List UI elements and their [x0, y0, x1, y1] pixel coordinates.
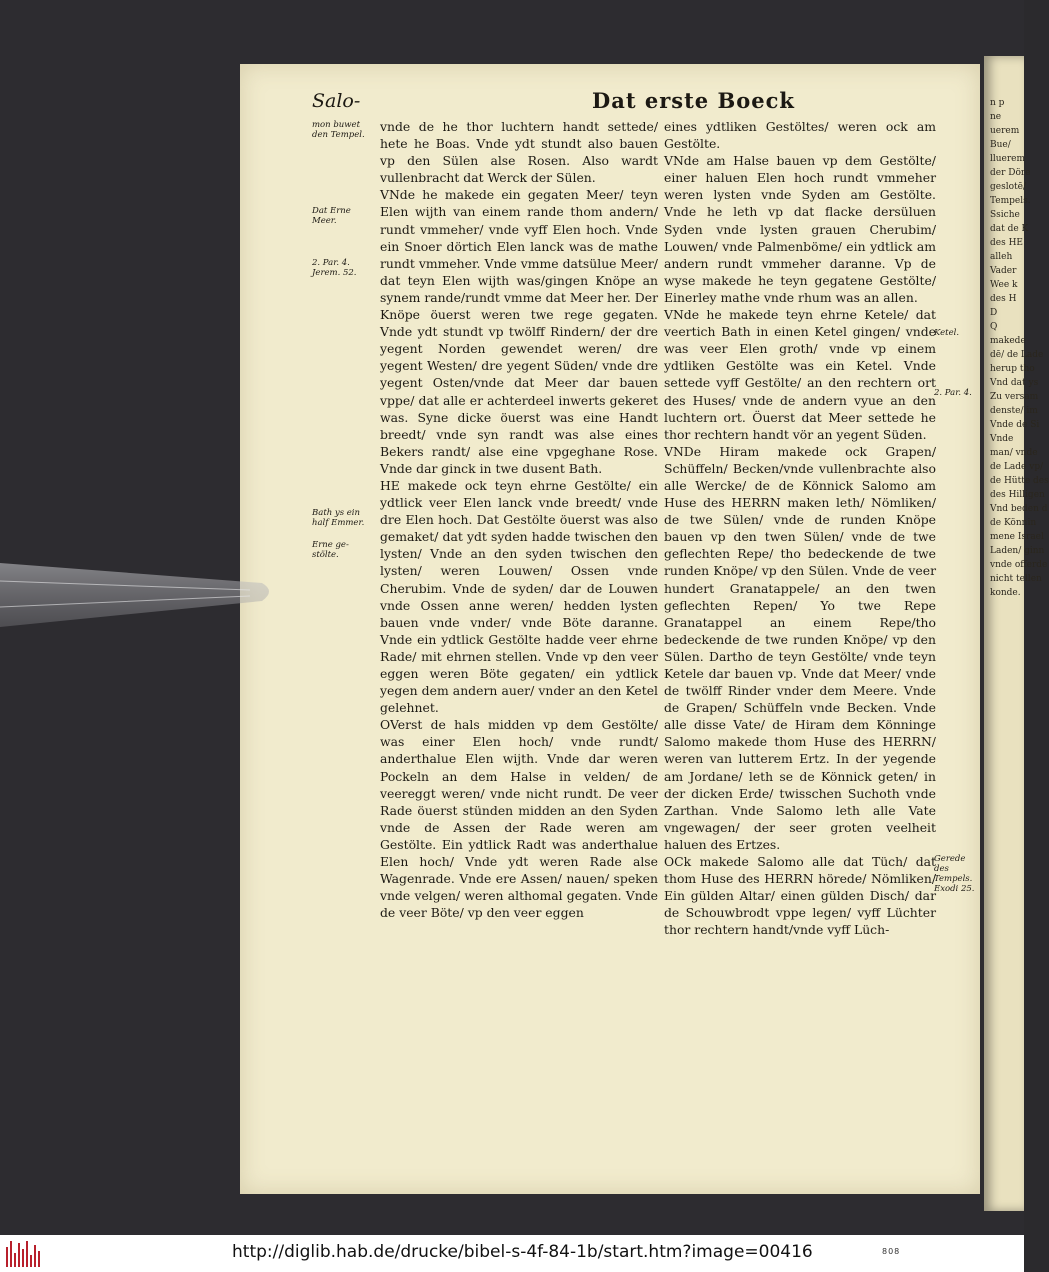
- facing-page-fragment: lluerem: [990, 154, 1026, 164]
- text-column-right: eines ydtliken Gestöltes/ weren ock am Gestölte. VNde am Halse bauen vp dem Gestölte/ einer haluen Elen hoch rundt vmmeher weren lysten vnde Syden am Gestölte. Vnde he leth vp dat flacke dersüluen Syden vnde lysten grauen Cherubim/ Louwen/ vnde Palmenböme/ ein ydtlick am andern rundt vmmeher daranne. Vp de wyse makede he teyn gegatene Gestölte/ Einerley mathe vnde rhum was an allen. VNde he makede teyn ehrne Ketele/ dat veertich Bath in einen Ketel gingen/ vnde was veer Elen groth/ vnde vp einem ydtliken Gestölte was ein Ketel. Vnde settede vyff Gestölte/ an den rechtern ort des Huses/ vnde de andern vyue an den luchtern ort. Öuerst dat Meer settede he thor rechtern handt vör an yegent Süden. VNDe Hiram makede ock Grapen/ Schüffeln/ Becken/vnde vullenbrachte also alle Wercke/ de de Könnick Salomo am Huse des HERRN maken leth/ Nömliken/ de twe Sülen/ vnde de runden Knöpe bauen vp den twen Sülen/ vnde de twe geflechten Repe/ tho bedeckende de twe runden Knöpe/ vp den Sülen. Vnde de veer hundert Granatappele/ an den twen geflechten Repen/ Yo twe Repe Granatappel an einem Repe/tho bedeckende de twe runden Knöpe/ vp den Sülen. Dartho de teyn Gestölte/ vnde teyn Ketele dar bauen vp. Vnde dat Meer/ vnde de twölff Rinder vnder dem Meere. Vnde de Grapen/ Schüffeln vnde Becken. Vnde alle disse Vate/ de Hiram dem Könninge Salomo makede thom Huse des HERRN/ weren van lutterem Ertz. In der yegende am Jordane/ leth se de Könnick geten/ in der dicken Erde/ twisschen Suchoth vnde Zarthan. Vnde Salomo leth alle Vate vngewagen/ der seer groten veelheit haluen des Ertzes. OCk makede Salomo alle dat Tüch/ dat thom Huse des HERRN hörede/ Nömliken/ Ein gülden Altar/ einen gülden Disch/ dar de Schouwbrodt vppe legen/ vyff Lüchter thor rechtern handt/vnde vyff Lüch-: [664, 119, 936, 938]
- book-page: [240, 64, 980, 1194]
- facing-page-edge: [984, 56, 1049, 1211]
- margin-note-bath: Bath ys ein half Emmer.: [312, 508, 365, 528]
- margin-note-vessels: Gerede des Tempels. Exodi 25.: [934, 854, 975, 894]
- facing-page-fragment: D: [990, 308, 998, 318]
- facing-page-fragment: Laden/ ginn: [990, 546, 1045, 556]
- logo-bar: [22, 1249, 24, 1267]
- page-clip-tool: [0, 555, 280, 635]
- text-column-left: vnde de he thor luchtern handt settede/ hete he Boas. Vnde ydt stundt also bauen vp den Sülen alse Rosen. Also wardt vullenbracht dat Werck der Sülen. VNde he makede ein gegaten Meer/ teyn Elen wijth van einem rande thom andern/ rundt vmmeher/ vnde vyff Elen hoch. Vnde ein Snoer dörtich Elen lanck was de mathe rundt vmmeher. Vnde vmme datsülue Meer/ dat teyn Elen wijth was/gingen Knöpe an synem rande/rundt vmme dat Meer her. Der Knöpe öuerst weren twe rege gegaten. Vnde ydt stundt vp twölff Rindern/ der dre yegent Norden gewendet weren/ dre yegent Westen/ dre yegent Süden/ vnde dre yegent Osten/vnde dat Meer dar bauen vppe/ dat alle er achterdeel inwerts gekeret was. Syne dicke öuerst was eine Handt breedt/ vnde syn randt was alse eines Bekers randt/ alse eine vpgeghane Rose. Vnde dar ginck in twe dusent Bath. HE makede ock teyn ehrne Gestölte/ ein ydtlick veer Elen lanck vnde breedt/ vnde dre Elen hoch. Dat Gestölte öuerst was also gemaket/ dat ydt syden hadde twischen den lysten/ Vnde an den syden twischen den lysten/ weren Louwen/ Ossen vnde Cherubim. Vnde de syden/ dar de Louwen vnde Ossen anne weren/ hedden lysten bauen vnde vnder/ vnde Böte daranne. Vnde ein ydtlick Gestölte hadde veer ehrne Rade/ mit ehrnen stellen. Vnde vp den veer eggen weren Böte gegaten/ ein ydtlick yegen dem andern auer/ vnder an den Ketel gelehnet. OVerst de hals midden vp dem Gestölte/ was einer Elen hoch/ vnde rundt/ anderthalue Elen wijth. Vnde dar weren Pockeln an dem Halse in velden/ de veereggt weren/ vnde nicht rundt. De veer Rade öuerst stünden midden an den Syden vnde de Assen der Rade weren am Gestölte. Ein ydtlick Radt was anderthalue Elen hoch/ Vnde ydt weren Rade alse Wagenrade. Vnde ere Assen/ nauen/ speken vnde velgen/ weren althomal gegaten. Vnde de veer Böte/ vp den veer eggen: [380, 119, 658, 921]
- facing-page-fragment: konde.: [990, 588, 1021, 598]
- running-head-left: Salo-: [312, 90, 361, 112]
- facing-page-fragment: des HE: [990, 238, 1023, 248]
- facing-page-fragment: nicht tellen: [990, 574, 1042, 584]
- facing-page-fragment: alleh: [990, 252, 1013, 262]
- facing-page-fragment: denste/ im: [990, 406, 1038, 416]
- facing-page-fragment: man/ vnde: [990, 448, 1038, 458]
- facing-page-fragment: makede: [990, 336, 1026, 346]
- facing-page-fragment: Vnd beden d: [990, 504, 1048, 514]
- facing-page-fragment: herup tho: [990, 364, 1035, 374]
- margin-note-temple: mon buwet den Tempel.: [312, 120, 365, 140]
- facing-page-fragment: Tempels.: [990, 196, 1031, 206]
- margin-note-kettle: Ketel.: [934, 328, 960, 338]
- logo-bar: [6, 1247, 8, 1267]
- facing-page-fragment: mene Israel: [990, 532, 1044, 542]
- logo-bar: [10, 1241, 12, 1267]
- logo-bar: [30, 1255, 32, 1267]
- margin-note-stands: Erne ge- stölte.: [312, 540, 349, 560]
- facing-page-fragment: de Hütte des: [990, 476, 1049, 486]
- facing-page-fragment: vnde offerde: [990, 560, 1048, 570]
- logo-bar: [14, 1253, 16, 1267]
- page-title: Dat erste Boeck: [592, 88, 795, 113]
- facing-page-fragment: Vnde: [990, 434, 1014, 444]
- facing-page-fragment: dat de K: [990, 224, 1029, 234]
- facing-page-fragment: des Hilligen: [990, 490, 1045, 500]
- facing-page-fragment: Vnde de Si: [990, 420, 1040, 430]
- facing-page-fragment: geslotē/: [990, 182, 1026, 192]
- logo-bar: [34, 1245, 36, 1267]
- facing-page-fragment: de Lade vp/: [990, 462, 1044, 472]
- logo-bar: [18, 1243, 20, 1267]
- facing-page-fragment: ne: [990, 112, 1002, 122]
- facing-page-fragment: Q: [990, 322, 998, 332]
- margin-note-refs: 2. Par. 4. Jerem. 52.: [312, 258, 357, 278]
- margin-note-sea: Dat Erne Meer.: [312, 206, 351, 226]
- facing-page-fragment: Vader: [990, 266, 1017, 276]
- facing-page-fragment: n p: [990, 98, 1005, 108]
- facing-page-fragment: dē/ de Lade: [990, 350, 1044, 360]
- facing-page-fragment: de Könnin: [990, 518, 1037, 528]
- page-code: 808: [882, 1247, 901, 1256]
- viewer-footer: [0, 1235, 1024, 1272]
- logo-bar: [38, 1251, 40, 1267]
- source-url-link[interactable]: http://diglib.hab.de/drucke/bibel-s-4f-84-1b/start.htm?image=00416: [232, 1242, 813, 1262]
- facing-page-fragment: Bue/: [990, 140, 1011, 150]
- facing-page-fragment: uerem: [990, 126, 1020, 136]
- facing-page-fragment: Ssiche: [990, 210, 1020, 220]
- margin-note-par4: 2. Par. 4.: [934, 388, 972, 398]
- facing-page-fragment: Zu versam: [990, 392, 1039, 402]
- facing-page-fragment: Vnd dat ys: [990, 378, 1039, 388]
- logo-bar: [26, 1241, 28, 1267]
- facing-page-fragment: Wee k: [990, 280, 1018, 290]
- facing-page-fragment: des H: [990, 294, 1017, 304]
- library-logo: [6, 1241, 40, 1267]
- facing-page-fragment: der Döre: [990, 168, 1031, 178]
- running-head: [312, 90, 952, 118]
